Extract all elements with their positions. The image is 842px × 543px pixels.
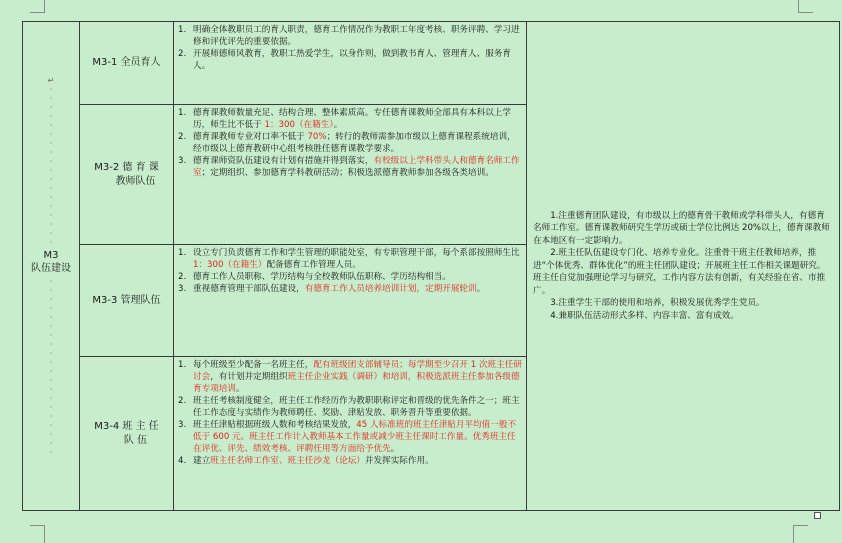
sub-category-label: M3-3 管理队伍 xyxy=(92,294,161,306)
criteria-cell xyxy=(174,245,527,357)
criteria-text: 德育课教师专业对口率不低于 70%；转行的教师需参加市级以上德育课程系统培训，经市级以上德育教研中心组考核胜任德育课教学要求。 xyxy=(193,132,516,154)
criteria-item: 3. 重视德育管理干部队伍建设，有德育工作人员培养培训计划，定期开展轮训。 xyxy=(178,283,522,295)
dot-mark: · xyxy=(49,420,53,430)
note-paragraph: 2.班主任队伍建设专门化、培养专业化。注重骨干班主任教师培养，推进“个体优秀、群体优化”的班主任团队建设；开展班主任工作相关课题研究。班主任自觉加强理论学习与研究，工作内容方法有创新，有关经验在省、市推广。 xyxy=(533,248,826,296)
dot-mark: · xyxy=(49,393,53,403)
dot-mark: · xyxy=(49,147,53,157)
dot-mark: · xyxy=(49,111,53,121)
criteria-cell xyxy=(174,357,527,511)
dot-mark: · xyxy=(49,84,53,94)
dot-mark: · xyxy=(49,201,53,211)
criteria-text: 德育工作人员职称、学历结构与全校教师队伍职称、学历结构相当。 xyxy=(193,272,451,282)
criteria-item: 2. 开展师德师风教育，教职工热爱学生，以身作则，做到教书育人、管理育人、服务育人。 xyxy=(178,48,522,72)
criteria-text: 每个班级至少配备一名班主任，配有班级团支部辅导员；每学期至少召开 1 次班主任研讨会，有计划并定期组织班主任企业实践（调研）和培训，积极选派班主任参加各级德育专项培训。 xyxy=(193,360,522,394)
criteria-item: 3. 德育课师资队伍建设有计划有措施并得到落实，有校级以上学科带头人和德育名师工作室；定期组织、参加德育学科教研活动；积极选派德育教师参加各级各类培训。 xyxy=(178,155,522,179)
dot-mark: · xyxy=(49,102,53,112)
category-title: 队伍建设 xyxy=(31,262,71,274)
notes-cell xyxy=(527,22,840,511)
dot-mark: · xyxy=(49,303,53,313)
criteria-cell xyxy=(174,22,527,105)
dot-mark: · xyxy=(49,138,53,148)
dot-mark: · xyxy=(49,156,53,166)
criteria-item: 4. 建立班主任名师工作室、班主任沙龙（论坛）并发挥实际作用。 xyxy=(178,455,522,467)
criteria-item: 1. 德育课教师数量充足、结构合理、整体素质高。专任德育课教师全部具有本科以上学历，师生比不低于 1：300（在籍生）。 xyxy=(178,107,522,131)
dot-mark: · xyxy=(49,93,53,103)
criteria-text: 德育课教师数量充足、结构合理、整体素质高。专任德育课教师全部具有本科以上学历，师生比不低于 1：300（在籍生）。 xyxy=(193,108,511,130)
criteria-item: 2. 德育课教师专业对口率不低于 70%；转行的教师需参加市级以上德育课程系统培训，经市级以上德育教研中心组考核胜任德育课教学要求。 xyxy=(178,131,522,155)
dot-mark: · xyxy=(49,276,53,286)
sub-category-cell xyxy=(80,22,174,105)
dot-mark: · xyxy=(49,210,53,220)
dot-mark: · xyxy=(49,219,53,229)
note-paragraph: 4.兼职队伍活动形式多样、内容丰富、富有成效。 xyxy=(550,310,739,321)
dot-mark: · xyxy=(49,312,53,322)
criteria-item: 3. 班主任津贴根据班级人数和考核结果发放，45 人标准班的班主任津贴月平均值一般不低于 600 元。班主任工作计入教师基本工作量或减少班主任课时工作量。优秀班主任在评优、评先、绩效考核、评聘任用等方面给予优先。 xyxy=(178,419,522,455)
criteria-item: 2. 德育工作人员职称、学历结构与全校教师队伍职称、学历结构相当。 xyxy=(178,271,522,283)
dot-mark: · xyxy=(49,366,53,376)
category-code: M3 xyxy=(43,249,59,261)
dot-mark: · xyxy=(49,402,53,412)
crop-mark-top-right xyxy=(798,0,813,13)
main-category-cell xyxy=(23,22,80,511)
criteria-cell xyxy=(174,105,527,245)
criteria-item: 1. 设立专门负责德育工作和学生管理的职能处室，有专职管理干部，每个系部按照师生比 1：300（在籍生）配备德育工作管理人员。 xyxy=(178,247,522,271)
sub-category-label: 队 伍 xyxy=(123,434,148,446)
dot-mark: · xyxy=(49,174,53,184)
sub-category-label: M3-4 班 主 任 xyxy=(94,420,159,432)
note-paragraph: 3.注重学生干部的使用和培养，积极发展优秀学生党员。 xyxy=(550,298,765,309)
dot-mark: · xyxy=(49,237,53,247)
criteria-text: 开展师德师风教育，教职工热爱学生，以身作则，做到教书育人、管理育人、服务育人。 xyxy=(193,49,511,71)
dot-mark: · xyxy=(49,339,53,349)
dot-mark: · xyxy=(49,447,53,457)
dot-mark: · xyxy=(49,228,53,238)
criteria-item: 1. 每个班级至少配备一名班主任，配有班级团支部辅导员；每学期至少召开 1 次班主任研讨会，有计划并定期组织班主任企业实践（调研）和培训，积极选派班主任参加各级德育专项培训。 xyxy=(178,360,522,394)
dot-mark: · xyxy=(49,438,53,448)
dot-mark: · xyxy=(49,321,53,331)
sub-category-cell xyxy=(80,357,174,511)
dot-mark: · xyxy=(49,120,53,130)
criteria-text: 明确全体教职员工的育人职责，德育工作情况作为教职工年度考核、职务评聘、学习进修和评优评先的重要依据。 xyxy=(193,25,520,47)
dot-mark: · xyxy=(49,129,53,139)
note-paragraph: 1.注重德育团队建设，有市级以上的德育骨干教师或学科带头人，有德育名师工作室。德育课教师研究生学历或硕士学位比例达 20%以上，德育课教师在本地区有一定影响力。 xyxy=(533,210,830,246)
dot-mark: · xyxy=(49,429,53,439)
criteria-text: 班主任考核制度健全，班主任工作经历作为教职职称评定和晋级的优先条件之一；班主任工作态度与实绩作为教师聘任、奖励、津贴发放、职务晋升等重要依据。 xyxy=(193,396,520,418)
criteria-text: 重视德育管理干部队伍建设，有德育工作人员培养培训计划，定期开展轮训。 xyxy=(193,284,486,294)
sub-category-label: M3-2 德 育 课 xyxy=(94,161,159,173)
paragraph-mark: ↵ xyxy=(47,75,55,85)
dot-mark: · xyxy=(49,357,53,367)
dot-mark: · xyxy=(49,348,53,358)
dot-mark: · xyxy=(49,183,53,193)
dot-mark: · xyxy=(49,411,53,421)
dot-mark: · xyxy=(49,165,53,175)
dot-mark: · xyxy=(49,192,53,202)
sub-category-cell xyxy=(80,245,174,357)
dot-mark: · xyxy=(49,384,53,394)
crop-mark-top-left xyxy=(30,0,45,13)
crop-mark-bottom-left xyxy=(30,525,45,543)
standards-table xyxy=(22,21,840,511)
dot-mark: · xyxy=(49,375,53,385)
dot-mark: · xyxy=(49,285,53,295)
criteria-text: 建立班主任名师工作室、班主任沙龙（论坛）并发挥实际作用。 xyxy=(193,456,434,466)
resize-handle[interactable] xyxy=(814,512,821,519)
dot-mark: · xyxy=(49,294,53,304)
criteria-text: 班主任津贴根据班级人数和考核结果发放，45 人标准班的班主任津贴月平均值一般不低于 600 元。班主任工作计入教师基本工作量或减少班主任课时工作量。优秀班主任在评优、评先、绩效考核、评聘任用等方面给予优先。 xyxy=(193,420,517,454)
crop-mark-bottom-right xyxy=(793,525,808,543)
criteria-text: 设立专门负责德育工作和学生管理的职能处室，有专职管理干部，每个系部按照师生比 1：300（在籍生）配备德育工作管理人员。 xyxy=(193,248,520,270)
sub-category-label: M3-1 全员育人 xyxy=(92,57,161,68)
sub-category-label: 教师队伍 xyxy=(115,175,156,187)
dot-mark: · xyxy=(49,330,53,340)
main-category-label xyxy=(23,249,79,275)
sub-category-cell xyxy=(80,105,174,245)
criteria-item: 1. 明确全体教职员工的育人职责，德育工作情况作为教职工年度考核、职务评聘、学习进修和评优评先的重要依据。 xyxy=(178,24,522,48)
criteria-text: 德育课师资队伍建设有计划有措施并得到落实，有校级以上学科带头人和德育名师工作室；定期组织、参加德育学科教研活动；积极选派德育教师参加各级各类培训。 xyxy=(193,156,520,178)
criteria-item: 2. 班主任考核制度健全，班主任工作经历作为教职职称评定和晋级的优先条件之一；班主任工作态度与实绩作为教师聘任、奖励、津贴发放、职务晋升等重要依据。 xyxy=(178,395,522,419)
